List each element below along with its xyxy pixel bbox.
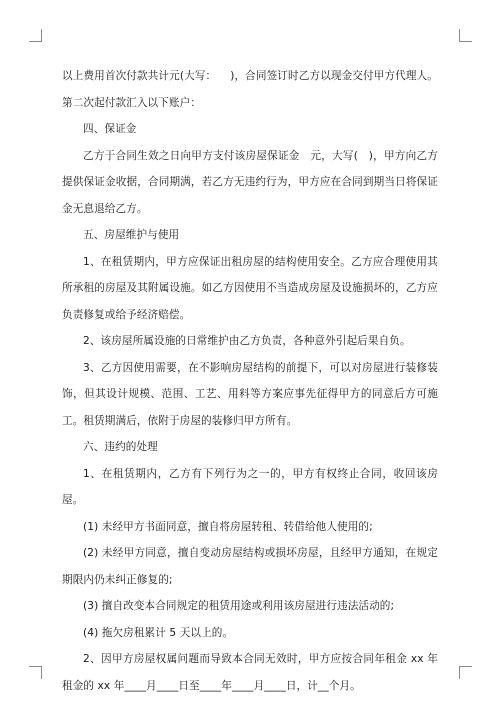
paragraph-maintenance-3: 3、乙方因使用需要，在不影响房屋结构的前提下，可以对房屋进行装修装饰，但其设计规模、范围、工艺、用料等方案应事先征得甲方的同意后方可施工。租赁期满后，依附于房屋的装修归甲方所有。: [62, 361, 438, 427]
paragraph-payment-continued: 以上费用首次付款共计元(大写： )，合同签订时乙方以现金交付甲方代理人。第二次起付款汇入以下账户：: [62, 70, 438, 109]
paragraph-breach-item-2: (2) 未经甲方同意，擅自变动房屋结构或损坏房屋，且经甲方通知，在规定期限内仍未纠正修复的;: [62, 547, 438, 586]
crop-mark-top-left: [29, 29, 42, 42]
paragraph-breach-item-1: (1) 未经甲方书面同意，擅自将房屋转租、转借给他人使用的;: [83, 520, 373, 533]
crop-mark-bottom-left: [29, 666, 42, 679]
paragraph-maintenance-1: 1、在租赁期内，甲方应保证出租房屋的结构使用安全。乙方应合理使用其所承租的房屋及其附属设施。如乙方因使用不当造成房屋及设施损坏的，乙方应负责修复或给予经济赔偿。: [62, 255, 438, 321]
crop-mark-bottom-right: [459, 666, 472, 679]
paragraph-maintenance-2: 2、该房屋所属设施的日常维护由乙方负责，各种意外引起后果自负。: [83, 335, 411, 347]
paragraph-breach-2: 2、因甲方房屋权属问题而导致本合同无效时，甲方应按合同年租金 xx 年租金的 xx 年____月____日至____年____月____日，计__个月。: [62, 653, 438, 692]
paragraph-breach-1: 1、在租赁期内，乙方有下列行为之一的，甲方有权终止合同，收回该房屋。: [62, 467, 438, 506]
paragraph-breach-item-4: (4) 拖欠房租累计 5 天以上的。: [83, 626, 234, 639]
crop-mark-top-right: [459, 29, 472, 42]
heading-deposit: 四、保证金: [83, 123, 137, 135]
heading-breach: 六、违约的处理: [83, 441, 158, 453]
heading-maintenance: 五、房屋维护与使用: [83, 229, 180, 241]
document-body: [62, 63, 438, 699]
paragraph-deposit: 乙方于合同生效之日向甲方支付该房屋保证金 元，大写( )，甲方向乙方提供保证金收据，合同期满，若乙方无违约行为，甲方应在合同到期当日将保证金无息退给乙方。: [62, 149, 438, 215]
paragraph-breach-item-3: (3) 擅自改变本合同规定的租赁用途或利用该房屋进行违法活动的;: [83, 600, 395, 612]
